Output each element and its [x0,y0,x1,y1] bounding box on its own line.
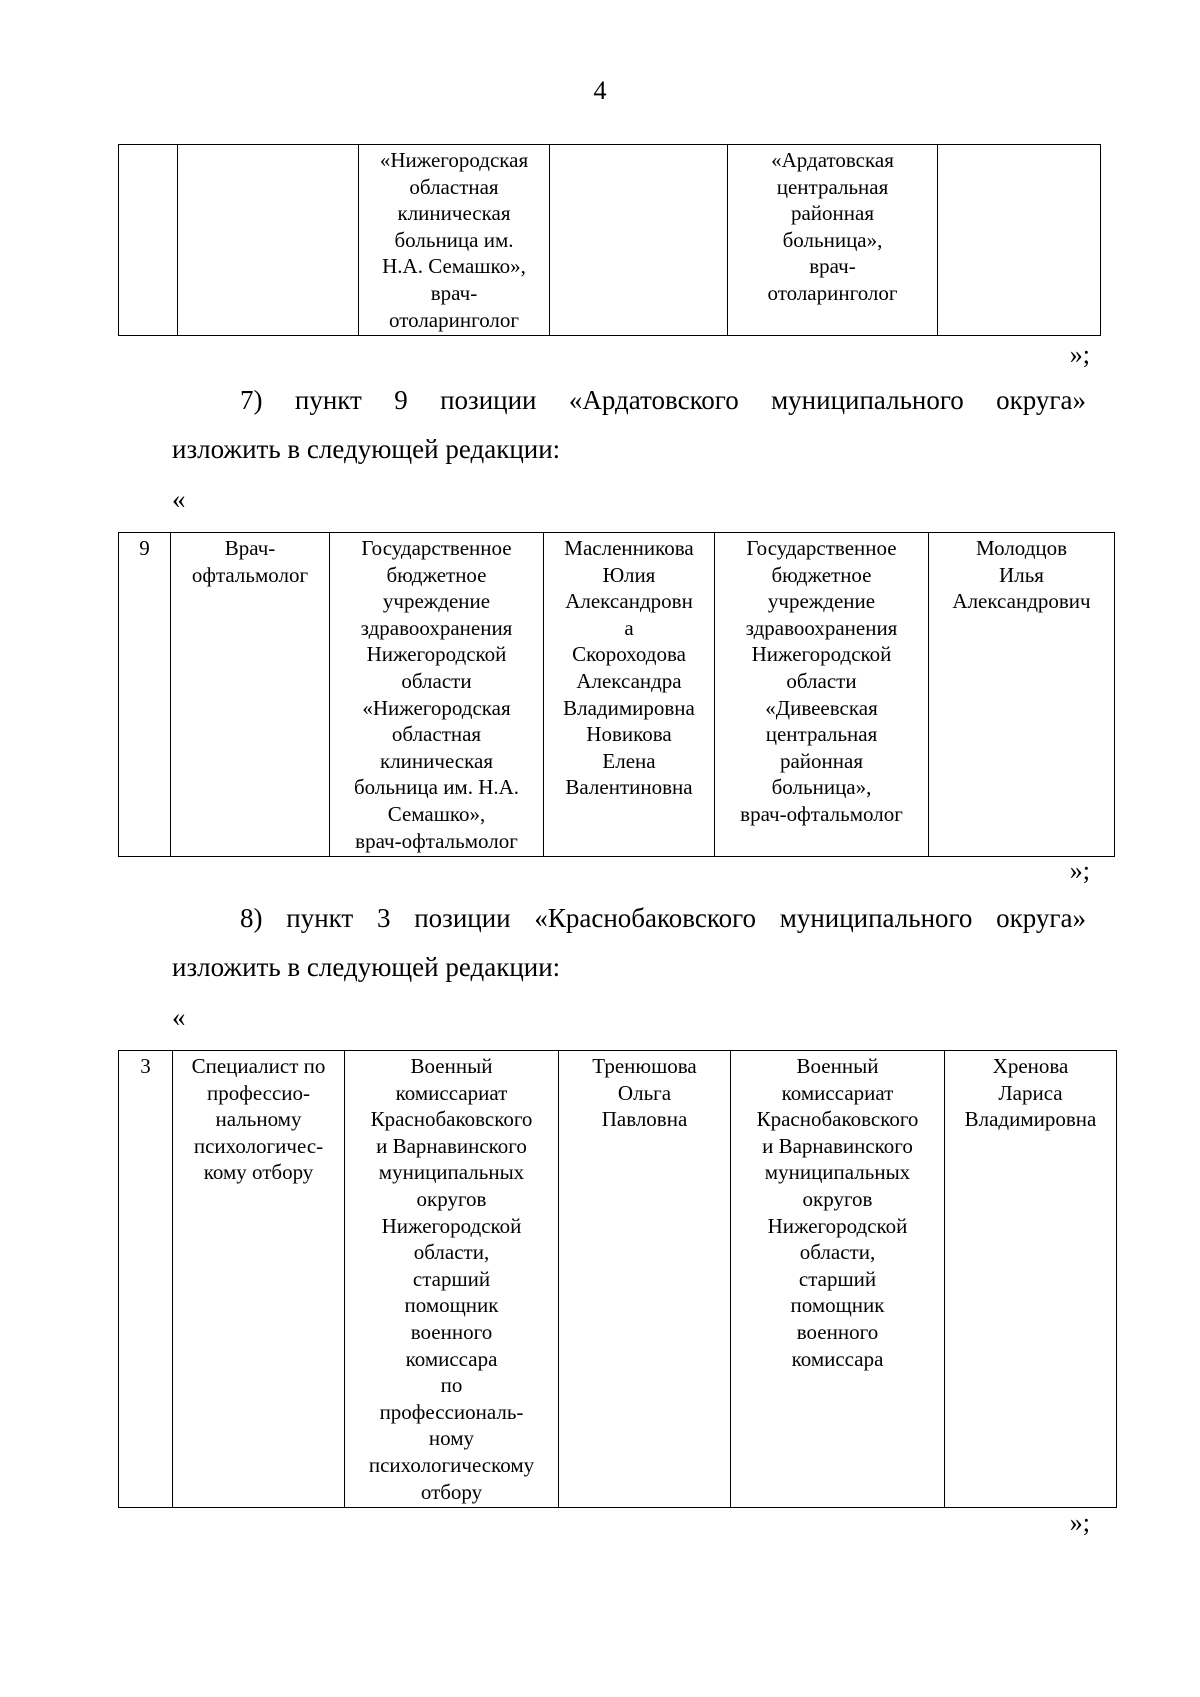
cell-line: Краснобаковского [756,1107,919,1132]
cell-line: отбору [420,1479,483,1504]
cell-line: Новикова [586,722,672,747]
table-cell-specialty [171,533,330,857]
cell-line: области [401,668,472,693]
cell-line: больница», [771,775,872,800]
cell-line: врач-офтальмолог [355,828,518,853]
cell-line: Специалист по [191,1054,326,1078]
cell-line: Илья [999,562,1044,587]
cell-line: Владимировна [964,1107,1097,1132]
cell-line: Врач- [224,536,276,560]
closing-quote: »; [1069,1508,1090,1537]
paragraph-7-line-1: 7) пункт 9 позиции «Ардатовского муниципального округа» [240,385,1086,415]
cell-line: ному [428,1426,475,1451]
cell-line: «Дивеевская [765,695,878,720]
cell-line: больница им. Н.А. [353,775,520,800]
cell-line: Ольга [617,1080,672,1105]
paragraph-7-line-2: изложить в следующей редакции: [172,434,561,464]
cell-line: Александрович [952,589,1091,614]
cell-line: Александровн [565,589,693,614]
cell-line: а [624,615,634,640]
cell-line: Военный [410,1054,493,1078]
cell-line: старший [412,1266,491,1291]
cell-line: Нижегородской [381,1213,522,1238]
cell-line: помощник [404,1293,499,1318]
cell-line: здравоохранения [360,615,513,640]
cell-line: Нижегородской [366,642,507,667]
table-cell-names-2 [945,1051,1117,1508]
cell-line: округов [802,1186,873,1211]
cell-line: Государственное [746,536,897,560]
cell-line: Государственное [361,536,512,560]
opening-quote: « [172,1002,186,1032]
table-continuation [118,144,1101,336]
cell-line: Краснобаковского [370,1107,533,1132]
table-cell-specialty [173,1051,345,1508]
cell-line: Александра [576,668,682,693]
table-cell-institution [345,1051,559,1508]
cell-line: врач- [430,280,478,305]
table-cell-names [550,145,728,336]
cell-line: Нижегородской [767,1213,908,1238]
cell-line: бюджетное [771,562,872,587]
cell-line: Н.А. Семашко», [382,254,526,279]
cell-line: здравоохранения [745,615,898,640]
cell-line: клиническая [380,748,493,773]
cell-line: и Варнавинского [762,1133,913,1158]
cell-line: комиссара [405,1346,498,1371]
table-cell-names [559,1051,731,1508]
table-cell-institution-2 [731,1051,945,1508]
cell-line: Елена [602,748,656,773]
cell-line: учреждение [382,589,491,614]
cell-line: комиссара [791,1346,884,1371]
table-cell-institution-2 [715,533,929,857]
cell-line: кому отбору [203,1160,314,1185]
cell-line: муниципальных [764,1160,911,1185]
table-cell-number [119,145,178,336]
cell-line: врач-офтальмолог [740,801,903,826]
cell-line: психологичес- [193,1133,324,1158]
table-cell-specialty [178,145,359,336]
table-cell-names-2 [929,533,1115,857]
cell-line: офтальмолог [191,562,309,587]
cell-line: профессио- [206,1080,311,1105]
cell-line: Молодцов [975,536,1068,560]
cell-line: профессиональ- [379,1399,524,1424]
cell-line: помощник [790,1293,885,1318]
cell-line: «Нижегородская [362,695,511,720]
cell-line: области [786,668,857,693]
table-cell-institution [330,533,544,857]
table-row [119,145,1101,336]
table-cell-names [544,533,715,857]
cell-line: старший [798,1266,877,1291]
page-number: 4 [593,76,607,105]
table-item-3 [118,1050,1117,1508]
cell-line: муниципальных [378,1160,525,1185]
table-row [119,1051,1117,1508]
paragraph-7 [172,376,1086,474]
cell-line: Лариса [998,1080,1063,1105]
cell-line: учреждение [767,589,876,614]
cell-line: Семашко», [387,801,486,826]
cell-line: больница им. [394,227,514,252]
cell-line: больница», [782,227,883,252]
table-cell-number: 3 [119,1051,173,1508]
cell-line: клиническая [397,201,511,226]
cell-line: врач- [809,254,856,279]
closing-quote: »; [1069,340,1090,369]
cell-line: Хренова [992,1054,1069,1078]
cell-line: Владимировна [563,695,695,720]
cell-line: «Нижегородская [379,148,529,172]
table-cell-names-2 [938,145,1101,336]
table-cell-institution [359,145,550,336]
cell-line: области, [413,1240,490,1265]
cell-line: районная [790,201,874,226]
cell-line: областная [391,722,482,747]
cell-line: округов [416,1186,487,1211]
cell-line: Нижегородской [751,642,892,667]
table-cell-institution-2 [728,145,938,336]
cell-line: Военный [796,1054,879,1078]
cell-line: области, [799,1240,876,1265]
paragraph-8-line-1: 8) пункт 3 позиции «Краснобаковского муниципального округа» [240,903,1086,933]
paragraph-8-line-2: изложить в следующей редакции: [172,952,561,982]
cell-line: «Ардатовская [771,148,894,172]
cell-line: Тренюшова [592,1054,697,1078]
cell-line: Юлия [602,562,656,587]
cell-line: Валентиновна [565,775,693,800]
cell-line: районная [779,748,863,773]
cell-line: областная [409,174,499,199]
cell-line: Павловна [601,1107,688,1132]
table-row [119,533,1115,857]
closing-quote: »; [1069,856,1090,885]
cell-line: комиссариат [395,1080,508,1105]
cell-line: психологическому [368,1452,535,1477]
cell-line: комиссариат [781,1080,894,1105]
cell-line: бюджетное [386,562,487,587]
cell-line: по [440,1373,463,1398]
cell-line: центральная [776,174,889,199]
cell-line: Скороходова [572,642,686,667]
cell-line: нальному [215,1107,302,1132]
cell-line: отоларинголог [767,280,898,305]
paragraph-8 [172,894,1086,992]
table-cell-number: 9 [119,533,171,857]
cell-line: военного [410,1319,493,1344]
cell-line: отоларинголог [388,307,520,332]
cell-line: и Варнавинского [376,1133,527,1158]
cell-line: центральная [765,722,878,747]
opening-quote: « [172,484,186,514]
cell-line: военного [796,1319,879,1344]
table-item-9 [118,532,1115,857]
cell-line: Масленникова [564,536,694,560]
